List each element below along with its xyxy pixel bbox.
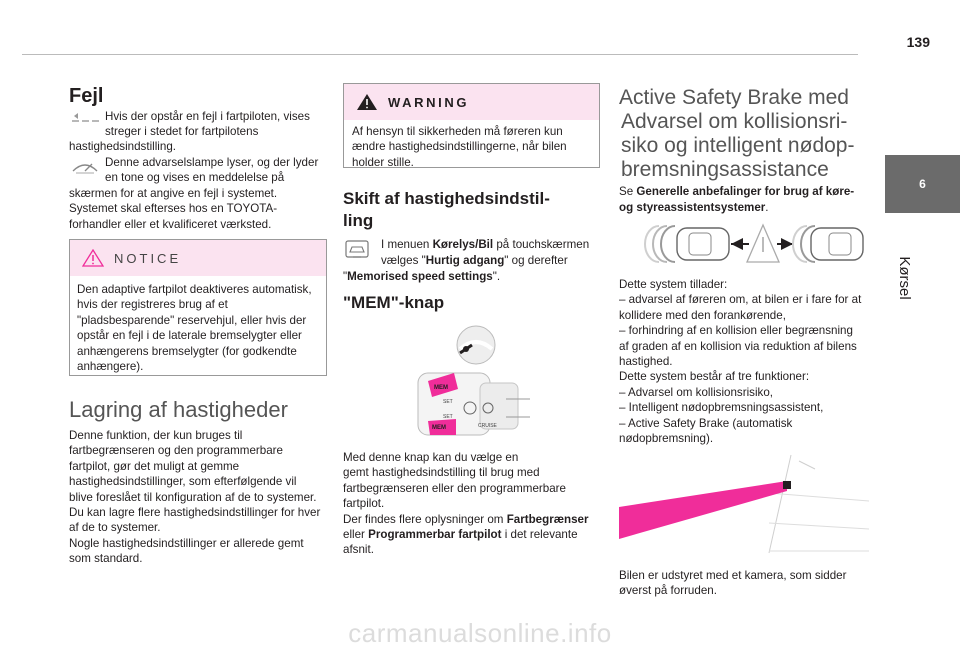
warning-triangle-icon: [356, 93, 378, 111]
notice-line: opstår en fejl i de laterale bremselygter eller: [77, 329, 302, 343]
notice-line: hvis der registreres brug af et: [77, 298, 228, 312]
se-line-2: og styreassistentsystemer.: [619, 201, 769, 214]
asb-line: – Active Safety Brake (automatisk: [619, 416, 793, 430]
skift-heading-1: Skift af hastighedsindstil-: [343, 189, 550, 208]
dashes-display-icon: [70, 112, 100, 126]
fejl-text-1b: streger i stedet for fartpilotens: [105, 125, 259, 138]
asb-line: hastighed.: [619, 355, 673, 369]
warning-line: Af hensyn til sikkerheden må føreren kun: [352, 125, 563, 138]
lagring-line: som standard.: [69, 552, 143, 566]
asb-line: – Advarsel om kollisionsrisiko,: [619, 385, 773, 399]
windshield-camera-illustration: [619, 453, 873, 558]
set-label-bottom: SET: [443, 414, 453, 420]
fejl-text-2d: Systemet skal efterses hos en TOYOTA-: [69, 202, 278, 215]
notice-header: [70, 240, 326, 276]
warning-line: ændre hastighedsindstillingerne, når bilen: [352, 140, 567, 154]
fejl-text-2b: en tone og vises en meddelelse på: [105, 171, 285, 184]
lagring-body: [69, 428, 320, 567]
chapter-title: Kørsel: [896, 256, 913, 300]
mem-label-bottom: MEM: [432, 425, 446, 431]
mem-line: gemt hastighedsindstilling til brug med: [343, 466, 540, 480]
warning-header: [344, 84, 599, 120]
asb-line: af graden af en kollision via reduktion af bilens: [619, 339, 857, 353]
mem-body: [343, 450, 589, 558]
fejl-text-2c: skærmen for at angive en fejl i systemet.: [69, 187, 278, 200]
warning-line: holder stille.: [352, 155, 414, 169]
lagring-line: fartpilot, gør det muligt at gemme: [69, 459, 240, 473]
skift-line-1: I menuen Kørelys/Bil på touchskærmen: [381, 238, 590, 251]
touchscreen-car-icon: [344, 238, 370, 262]
camera-body: [619, 568, 846, 599]
asb-line: Dette system tillader:: [619, 278, 728, 291]
mem-line: fartbegrænseren eller den programmerbare: [343, 481, 566, 495]
lagring-line: hastighedsindstillinger, som efterfølgende vil: [69, 475, 297, 489]
notice-line: Den adaptive fartpilot deaktiveres automatisk,: [77, 283, 312, 296]
fejl-text-2a: Denne advarselslampe lyser, og der lyder: [105, 156, 319, 169]
asb-line: – Intelligent nødopbremsningsassistent,: [619, 401, 824, 415]
cruise-label: CRUISE: [478, 423, 497, 429]
cruise-fault-warning-icon: [70, 157, 100, 175]
set-label-top: SET: [443, 399, 453, 405]
collision-warning-illustration: [619, 222, 869, 266]
notice-line: anhængerens bremselygter (for godkendte: [77, 344, 297, 358]
mem-line-7: afsnit.: [343, 543, 374, 557]
mem-line: Med denne knap kan du vælge en: [343, 451, 519, 464]
notice-line: anhængere).: [77, 360, 144, 374]
asb-body: [619, 277, 861, 446]
warning-box: [343, 83, 600, 168]
lagring-line: Denne funktion, der kun bruges til: [69, 429, 243, 442]
asb-heading-line: Advarsel om kollisionsri-: [621, 110, 848, 133]
notice-line: "pladsbesparende" reservehjul, eller hvis der: [77, 313, 307, 327]
page-number: 139: [906, 34, 930, 50]
lagring-line: fartbegrænseren og den programmerbare: [69, 444, 283, 458]
fejl-text-1a: Hvis der opstår en fejl i fartpiloten, vises: [105, 110, 310, 123]
skift-line-3: "Memorised speed settings".: [343, 270, 501, 283]
fejl-heading: Fejl: [69, 85, 104, 107]
asb-heading-line: bremsningsassistance: [621, 158, 829, 181]
lagring-heading: Lagring af hastigheder: [69, 397, 288, 422]
steering-wheel-mem-illustration: [410, 323, 535, 445]
mem-heading: "MEM"-knap: [343, 293, 445, 312]
skift-heading-2: ling: [343, 211, 374, 230]
camera-line: øverst på forruden.: [619, 584, 717, 598]
asb-line: kollidere med den forankørende,: [619, 308, 786, 322]
lagring-line: blive foreslået til konfiguration af de to systemer.: [69, 490, 317, 504]
asb-line: – advarsel af føreren om, at bilen er i fare for at: [619, 293, 862, 307]
notice-label: NOTICE: [114, 250, 182, 266]
mem-line-5: Der findes flere oplysninger om Fartbegrænser: [343, 512, 589, 526]
notice-box: [69, 239, 327, 376]
chapter-tab[interactable]: 6: [885, 155, 960, 213]
mem-label-top: MEM: [434, 385, 448, 391]
lagring-line: Du kan lagre flere hastighedsindstillinger for hver: [69, 506, 321, 520]
mem-line: fartpilot.: [343, 497, 385, 511]
lagring-line: af de to systemer.: [69, 521, 161, 535]
asb-heading: [619, 86, 854, 182]
asb-line: Dette system består af tre funktioner:: [619, 370, 810, 384]
asb-line: – forhindring af en kollision eller begrænsning: [619, 324, 853, 338]
se-line-1: Se Generelle anbefalinger for brug af køre-: [619, 185, 855, 198]
asb-line: nødopbremsning).: [619, 432, 714, 446]
fejl-text-1c: hastighedsindstilling.: [69, 140, 176, 153]
asb-heading-line: Active Safety Brake med: [619, 86, 849, 109]
warning-label: WARNING: [388, 94, 470, 110]
fejl-text-2e: forhandler eller et kvalificeret værksted.: [69, 218, 272, 231]
footer-watermark[interactable]: carmanualsonline.info: [348, 618, 612, 648]
header-divider: [22, 54, 858, 55]
camera-line: Bilen er udstyret med et kamera, som sidder: [619, 569, 847, 582]
lagring-line: Nogle hastighedsindstillinger er allerede gemt: [69, 536, 304, 550]
mem-line-6: eller Programmerbar fartpilot i det relevante: [343, 528, 578, 542]
asb-heading-line: siko og intelligent nødop-: [621, 134, 855, 157]
skift-line-2: vælges "Hurtig adgang" og derefter: [381, 254, 568, 267]
caution-triangle-icon: [82, 249, 104, 267]
